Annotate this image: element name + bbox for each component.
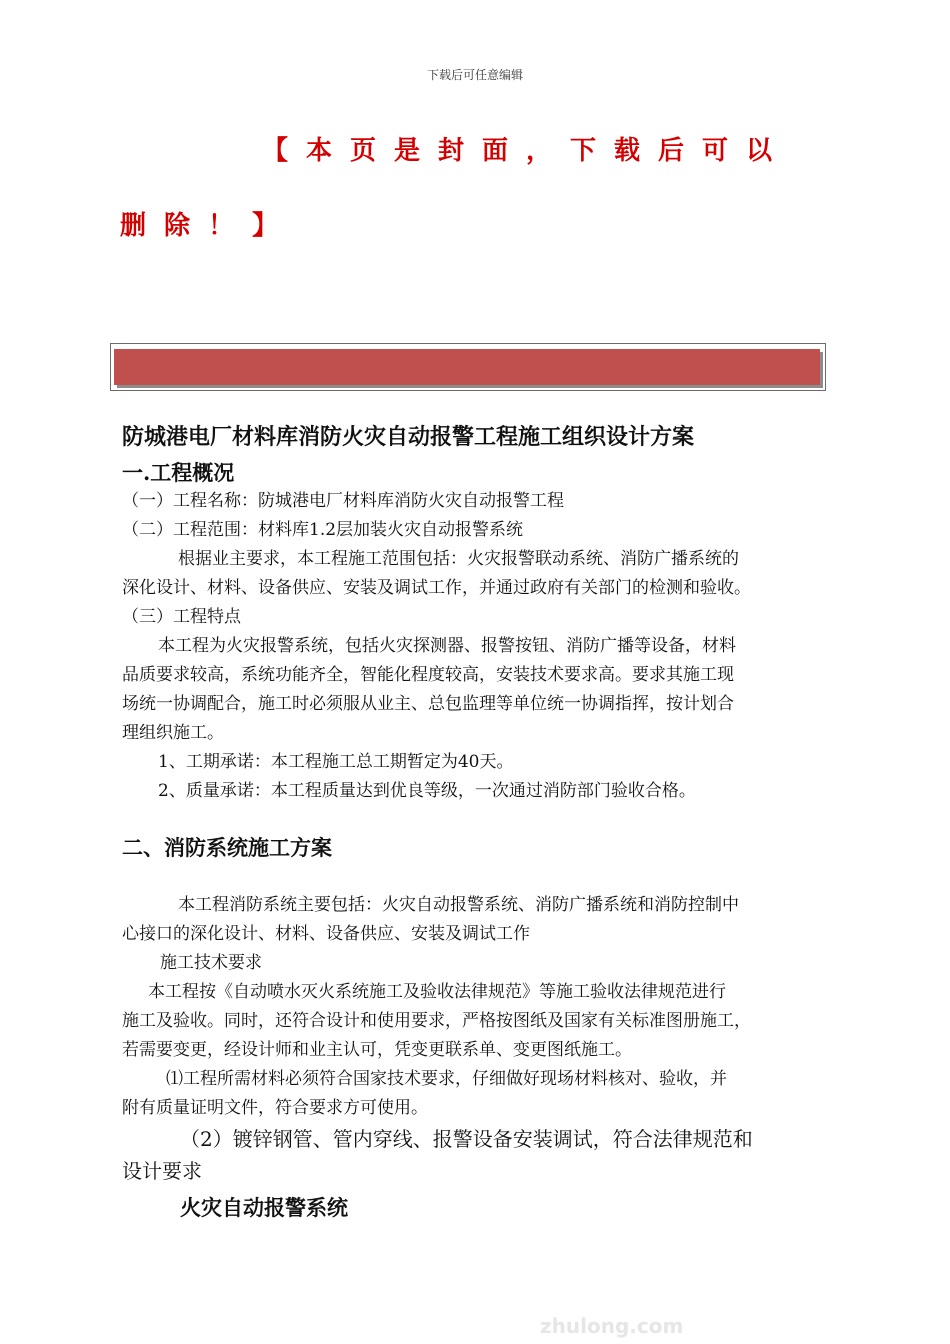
banner-bar	[114, 349, 820, 385]
features-line2: 品质要求较高，系统功能齐全，智能化程度较高，安装技术要求高。要求其施工现	[122, 665, 734, 685]
requirements-line1: 本工程按《自动喷水灭火系统施工及验收法律规范》等施工验收法律规范进行	[148, 982, 726, 1002]
features-line4: 理组织施工。	[122, 723, 224, 743]
scope-text-line1: 根据业主要求，本工程施工范围包括：火灾报警联动系统、消防广播系统的	[178, 549, 739, 569]
quality-promise: 2、质量承诺：本工程质量达到优良等级，一次通过消防部门验收合格。	[158, 781, 696, 801]
cover-notice-line1: 【本页是封面，下载后可以	[262, 136, 791, 166]
system-intro-line1: 本工程消防系统主要包括：火灾自动报警系统、消防广播系统和消防控制中	[178, 895, 739, 915]
tech-requirements-heading: 施工技术要求	[160, 953, 262, 973]
point1-line1: ⑴工程所需材料必须符合国家技术要求，仔细做好现场材料核对、验收，并	[166, 1069, 727, 1089]
section2-heading: 二、消防系统施工方案	[122, 835, 332, 860]
schedule-promise: 1、工期承诺：本工程施工总工期暂定为40天。	[158, 752, 514, 772]
cover-notice-line2: 删除！】	[120, 211, 297, 241]
features-line1: 本工程为火灾报警系统，包括火灾探测器、报警按钮、消防广播等设备，材料	[158, 636, 736, 656]
header-note: 下载后可任意编辑	[426, 68, 523, 82]
requirements-line2: 施工及验收。同时，还符合设计和使用要求，严格按图纸及国家有关标准图册施工，	[122, 1011, 751, 1031]
project-name: （一）工程名称：防城港电厂材料库消防火灾自动报警工程	[122, 491, 564, 511]
point2-line2: 设计要求	[122, 1159, 202, 1183]
project-scope: （二）工程范围：材料库1.2层加装火灾自动报警系统	[122, 520, 524, 540]
scope-text-line2: 深化设计、材料、设备供应、安装及调试工作，并通过政府有关部门的检测和验收。	[122, 578, 751, 598]
features-line3: 场统一协调配合，施工时必须服从业主、总包监理等单位统一协调指挥，按计划合	[122, 694, 734, 714]
document-title: 防城港电厂材料库消防火灾自动报警工程施工组织设计方案	[122, 424, 695, 450]
project-features: （三）工程特点	[122, 607, 241, 627]
point1-line2: 附有质量证明文件，符合要求方可使用。	[122, 1098, 428, 1118]
section1-heading: 一.工程概况	[122, 460, 235, 485]
point2-line1: （2）镀锌钢管、管内穿线、报警设备安装调试，符合法律规范和	[180, 1127, 753, 1151]
requirements-line3: 若需要变更，经设计师和业主认可，凭变更联系单、变更图纸施工。	[122, 1040, 632, 1060]
watermark: zhulong.com	[540, 1314, 684, 1338]
fire-alarm-subheading: 火灾自动报警系统	[180, 1195, 348, 1220]
system-intro-line2: 心接口的深化设计、材料、设备供应、安装及调试工作	[122, 924, 530, 944]
